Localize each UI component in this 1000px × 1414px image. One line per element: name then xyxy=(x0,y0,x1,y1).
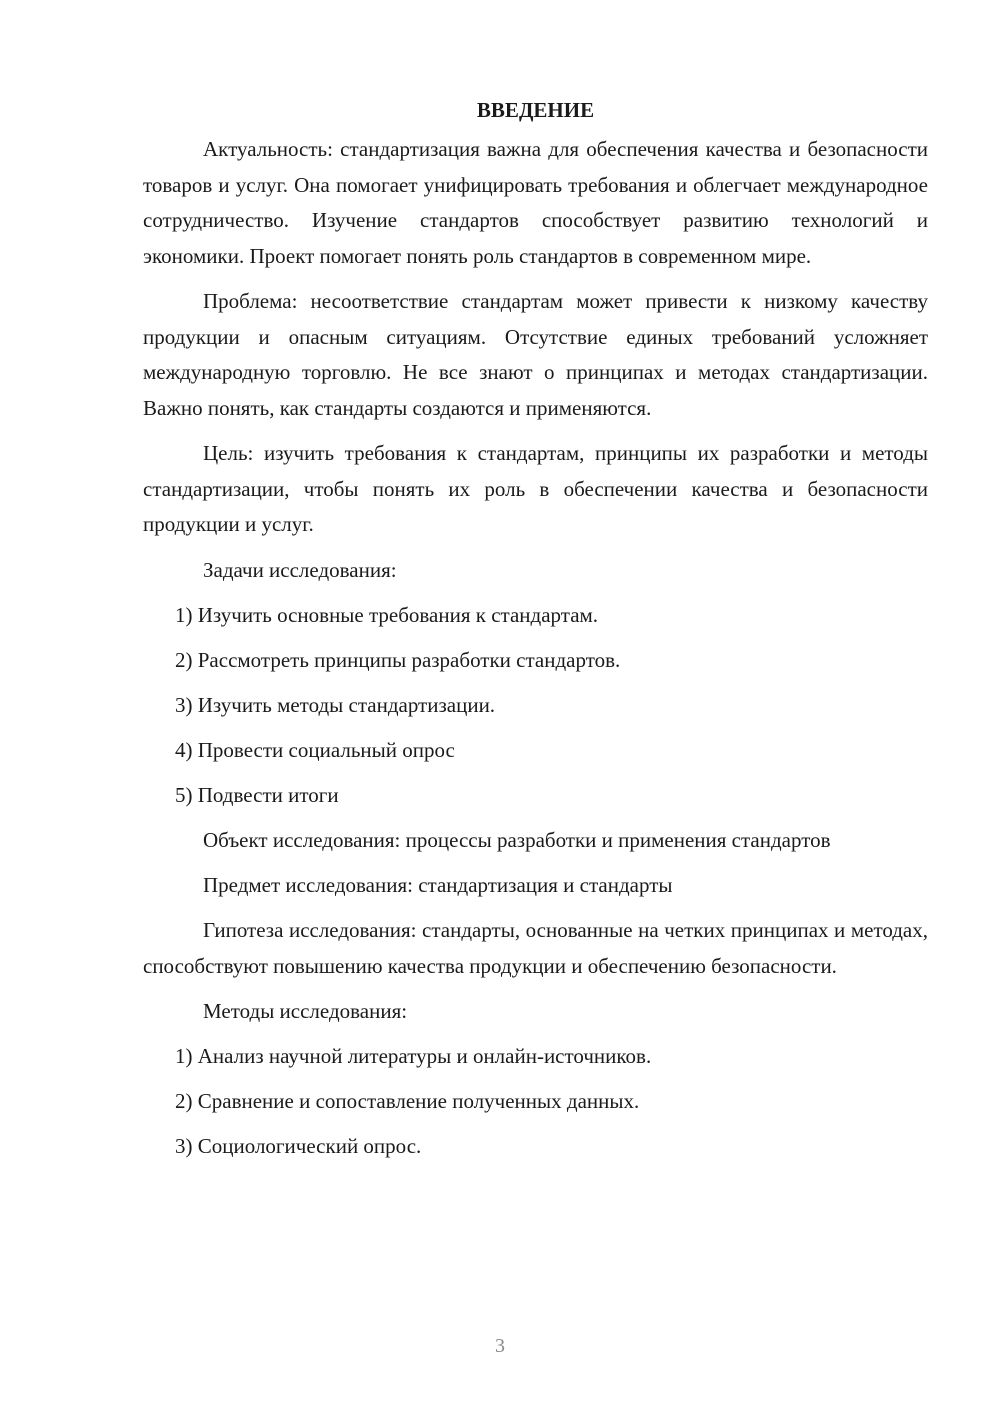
list-item: 3) Социологический опрос. xyxy=(175,1134,422,1158)
list-item: 1) Анализ научной литературы и онлайн-источников. xyxy=(175,1044,652,1068)
list-item: 1) Изучить основные требования к стандартам. xyxy=(175,602,599,627)
object-paragraph: Объект исследования: процессы разработки и применения стандартов xyxy=(203,827,831,852)
problem-paragraph: Проблема: несоответствие стандартам может привести к низкому качеству продукции и опасным ситуациям. Отсутствие единых требований усложняет международную торговлю. Не все знают о принципах и методах стандартизации. Важно понять, как стандарты создаются и применяются. xyxy=(143,289,928,420)
list-item: 5) Подвести итоги xyxy=(175,782,339,807)
tasks-list xyxy=(143,598,928,814)
list-item: 2) Рассмотреть принципы разработки стандартов. xyxy=(175,647,621,672)
methods-heading: Методы исследования: xyxy=(203,999,408,1023)
list-item: 3) Изучить методы стандартизации. xyxy=(175,692,496,717)
tasks-heading: Задачи исследования: xyxy=(203,557,397,582)
list-item: 4) Провести социальный опрос xyxy=(175,737,455,762)
document-page xyxy=(143,92,928,1174)
page-title: ВВЕДЕНИЕ xyxy=(476,98,595,122)
relevance-paragraph: Актуальность: стандартизация важна для обеспечения качества и безопасности товаров и услуг. Она помогает унифицировать требования и облегчает международное сотрудничество. Изучение стандартов способствует развитию технологий и экономики. Проект помогает понять роль стандартов в современном мире. xyxy=(143,137,928,268)
subject-paragraph: Предмет исследования: стандартизация и стандарты xyxy=(203,873,673,897)
page-number: 3 xyxy=(495,1335,505,1357)
hypothesis-paragraph: Гипотеза исследования: стандарты, основанные на четких принципах и методах, способствуют повышению качества продукции и обеспечению безопасности. xyxy=(143,918,928,978)
goal-paragraph: Цель: изучить требования к стандартам, принципы их разработки и методы стандартизации, чтобы понять их роль в обеспечении качества и безопасности продукции и услуг. xyxy=(143,441,928,536)
methods-list xyxy=(143,1039,928,1165)
list-item: 2) Сравнение и сопоставление полученных данных. xyxy=(175,1089,640,1113)
